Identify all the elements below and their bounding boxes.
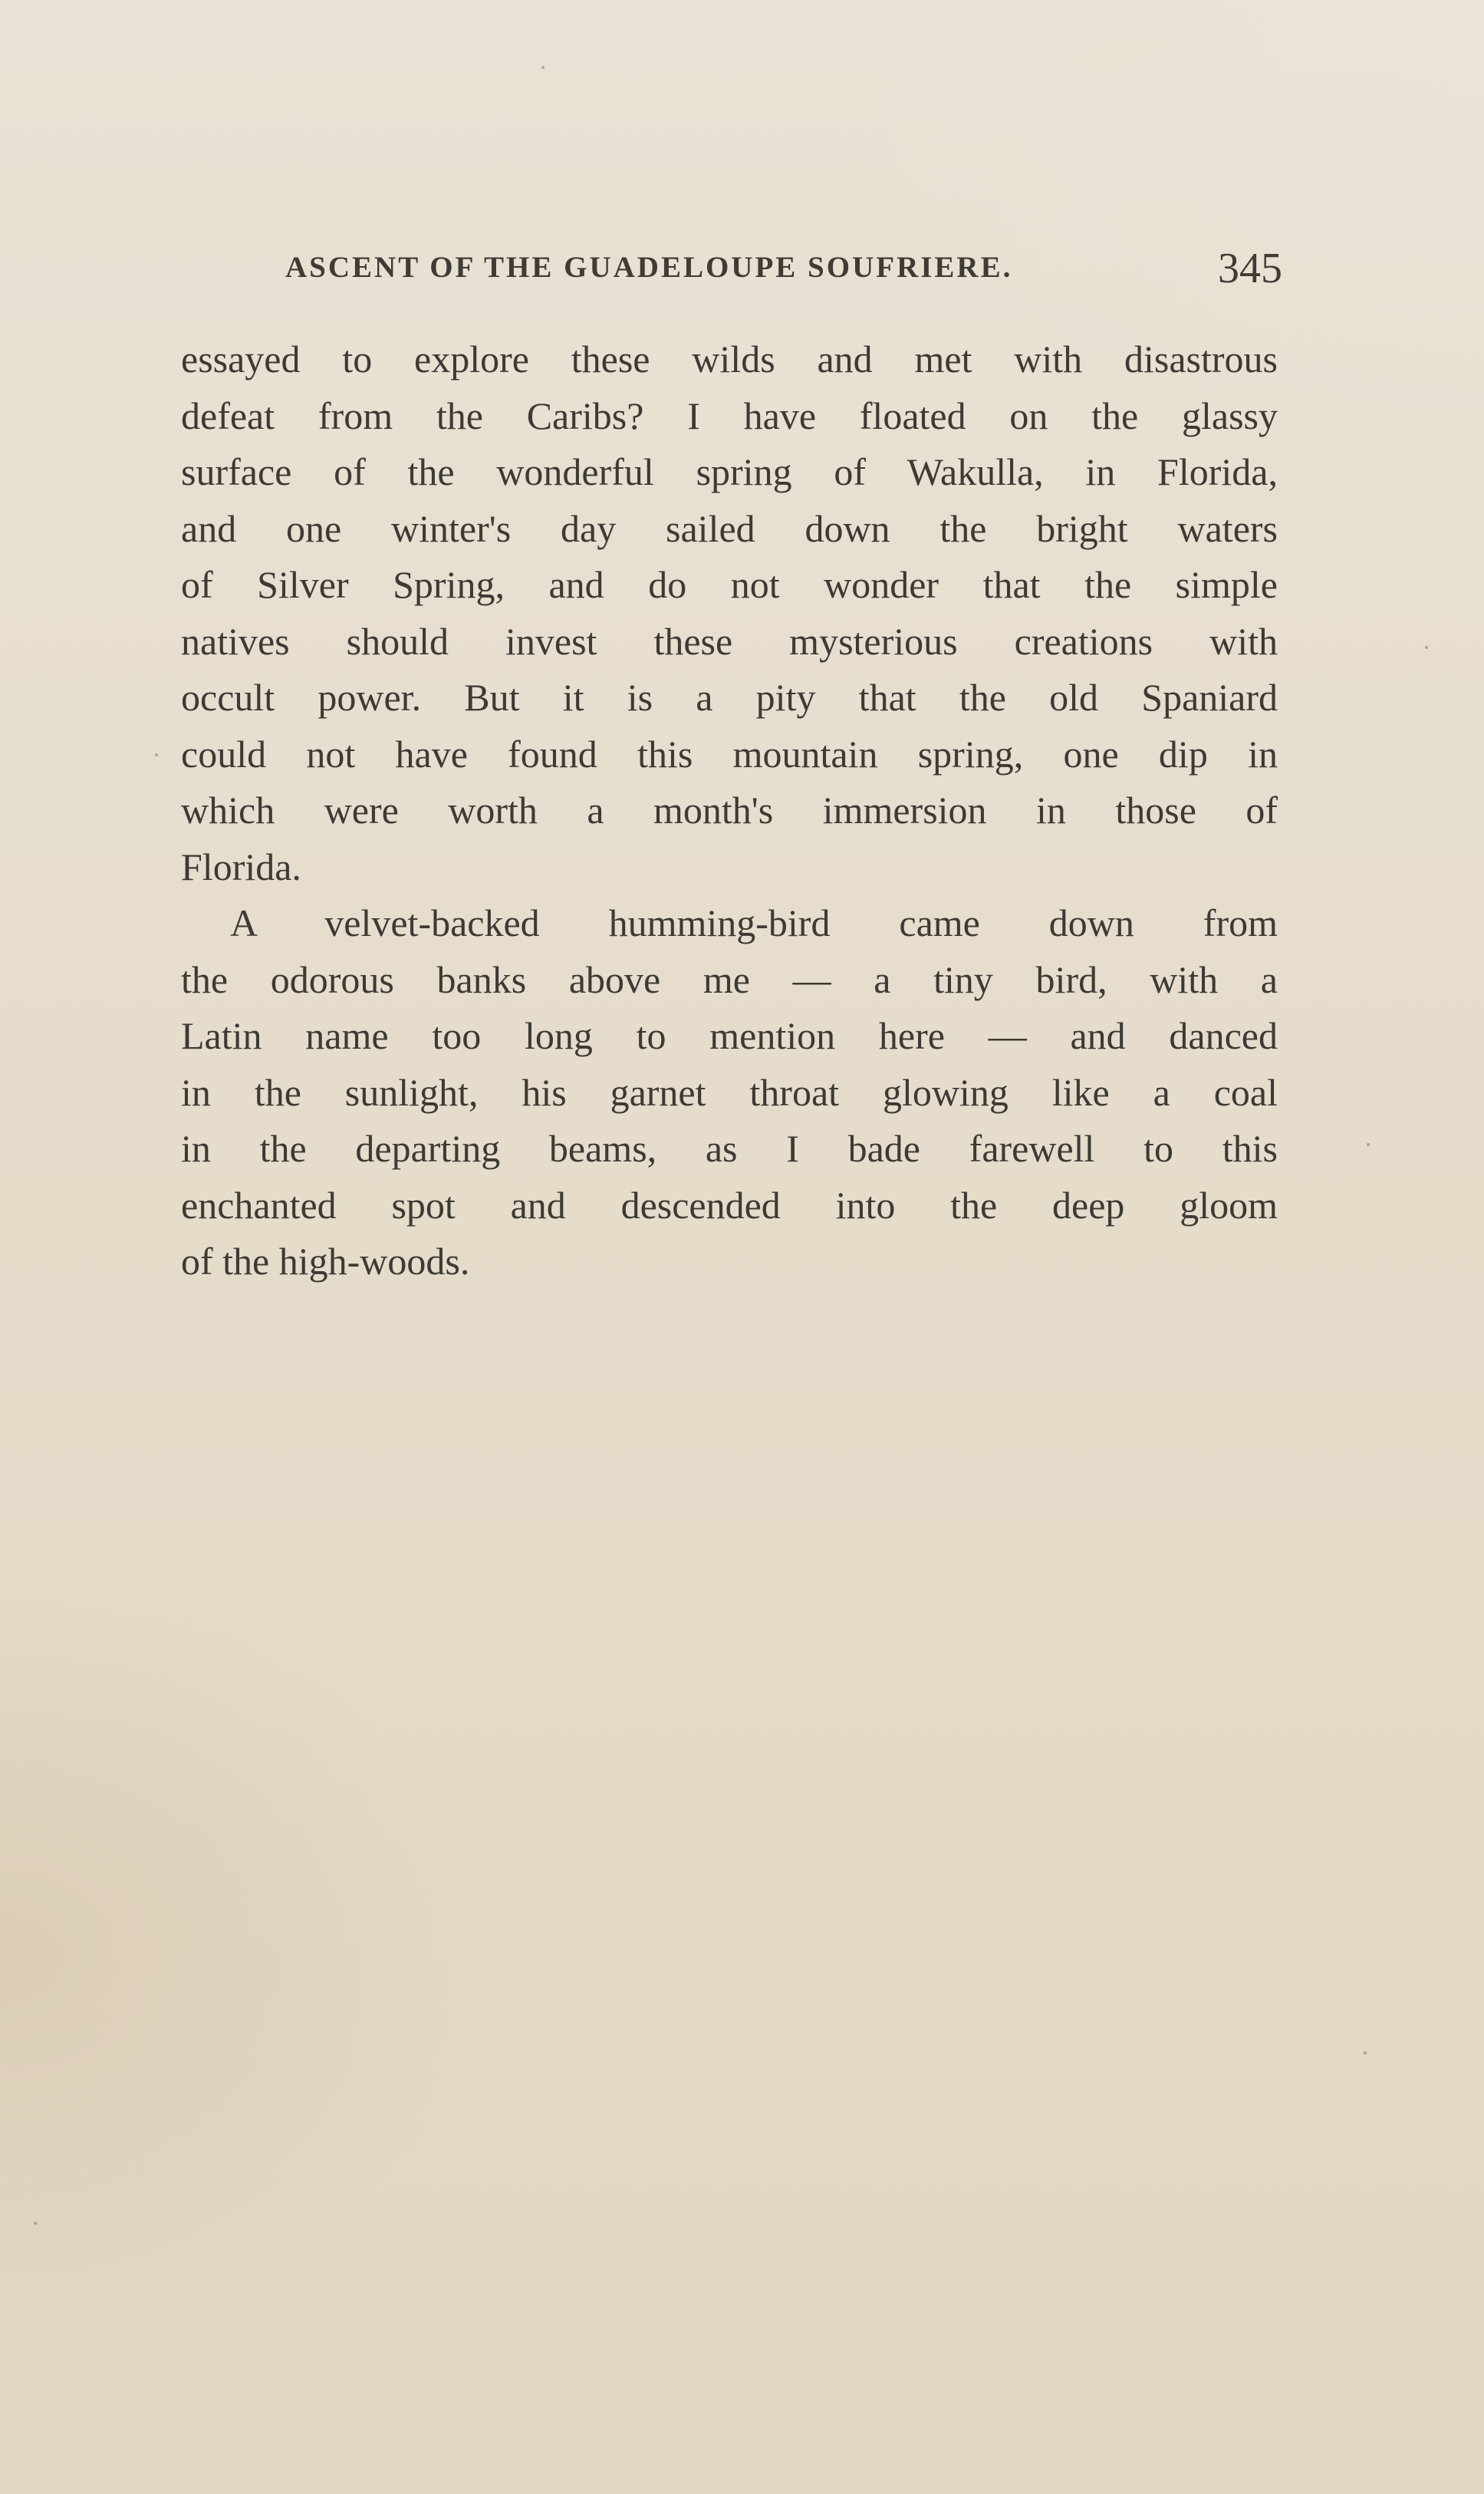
text-line: the odorous banks above me — a tiny bird, with a [181, 957, 1278, 1001]
page-number: 345 [1218, 245, 1282, 292]
text-line: in the sunlight, his garnet throat glowing like a coal [181, 1070, 1278, 1114]
text-line: in the departing beams, as I bade farewell to this [181, 1127, 1278, 1170]
paper-speck [1364, 2051, 1367, 2054]
text-line: essayed to explore these wilds and met with disastrous [181, 338, 1278, 381]
text-line: of Silver Spring, and do not wonder that the simple [181, 563, 1278, 606]
text-line: surface of the wonderful spring of Wakulla, in Florida, [181, 450, 1278, 493]
paragraph-2 [181, 895, 1278, 1290]
paper-speck [155, 753, 158, 756]
body-text [181, 331, 1278, 1290]
running-title: ASCENT OF THE GUADELOUPE SOUFRIERE. [285, 251, 1013, 284]
text-line: occult power. But it is a pity that the old Spaniard [181, 676, 1278, 719]
text-line: enchanted spot and descended into the deep gloom [181, 1183, 1278, 1227]
running-head [285, 244, 1282, 290]
paper-speck [1367, 1143, 1370, 1146]
text-line: which were worth a month's immersion in those of [181, 789, 1278, 832]
text-line: could not have found this mountain spring, one dip in [181, 732, 1278, 776]
text-line: natives should invest these mysterious creations with [181, 619, 1278, 663]
text-line: Florida. [181, 845, 301, 888]
paragraph-1 [181, 331, 1278, 895]
text-line: of the high-woods. [181, 1240, 470, 1283]
text-line: Latin name too long to mention here — and danced [181, 1014, 1278, 1057]
paper-speck [34, 2222, 37, 2225]
text-line: and one winter's day sailed down the bright waters [181, 506, 1278, 550]
text-line: defeat from the Caribs? I have floated on the glassy [181, 394, 1278, 437]
paper-speck [541, 66, 545, 69]
text-line: A velvet-backed humming-bird came down from [230, 901, 1278, 944]
paper-speck [1425, 646, 1428, 649]
